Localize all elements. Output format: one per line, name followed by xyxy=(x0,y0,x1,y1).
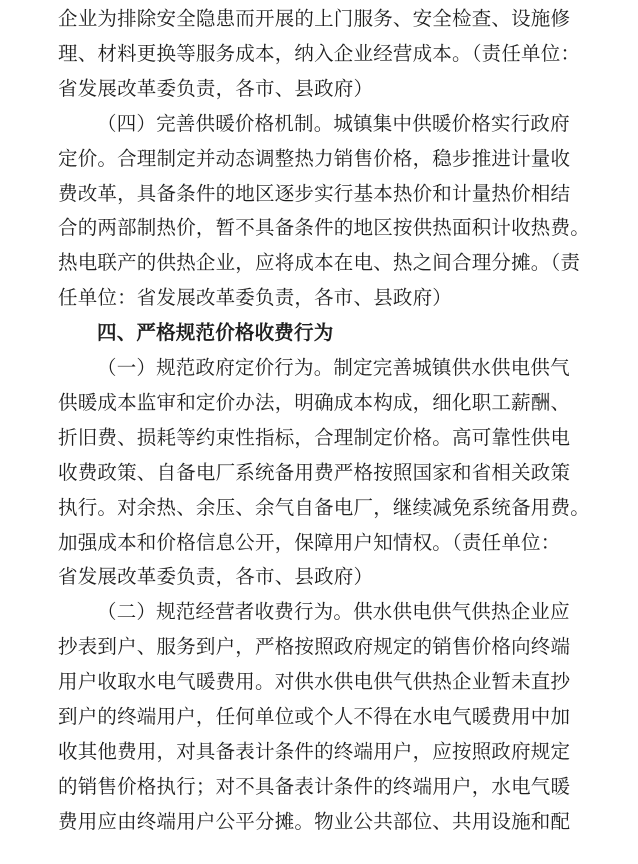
body-text-line: 省发展改革委负责，各市、县政府） xyxy=(58,76,374,100)
body-text-line: 的销售价格执行；对不具备表计条件的终端用户，水电气暖 xyxy=(58,774,571,798)
body-text-line: 企业为排除安全隐患而开展的上门服务、安全检查、设施修 xyxy=(58,7,571,30)
body-text-line: 执行。对余热、余压、余气自备电厂，继续减免系统备用费。 xyxy=(58,495,590,519)
body-text-line: （四）完善供暖价格机制。城镇集中供暖价格实行政府 xyxy=(97,111,570,135)
body-text-line: 合的两部制热价，暂不具备条件的地区按供热面积计收热费。 xyxy=(58,216,590,240)
body-text-line: 加强成本和价格信息公开，保障用户知情权。（责任单位： xyxy=(58,530,561,554)
body-text-line: 定价。合理制定并动态调整热力销售价格，稳步推进计量收 xyxy=(58,146,571,170)
body-text-line: 收费政策、自备电厂系统备用费严格按照国家和省相关政策 xyxy=(58,460,571,484)
body-text-line: 费改革，具备条件的地区逐步实行基本热价和计量热价相结 xyxy=(58,181,571,205)
body-text-line: 到户的终端用户，任何单位或个人不得在水电气暖费用中加 xyxy=(58,705,571,728)
body-text-line: 任单位：省发展改革委负责，各市、县政府） xyxy=(58,286,453,310)
body-text-line: 用户收取水电气暖费用。对供水供电供气供热企业暂未直抄 xyxy=(58,670,571,694)
body-text-line: 理、材料更换等服务成本，纳入企业经营成本。（责任单位： xyxy=(58,41,581,65)
body-text-line: （二）规范经营者收费行为。供水供电供气供热企业应 xyxy=(97,600,570,624)
section-heading: 四、严格规范价格收费行为 xyxy=(97,321,334,345)
body-text-line: 省发展改革委负责，各市、县政府） xyxy=(58,565,374,589)
body-text-line: （一）规范政府定价行为。制定完善城镇供水供电供气 xyxy=(97,356,570,379)
body-text-line: 热电联产的供热企业，应将成本在电、热之间合理分摊。（责 xyxy=(58,251,581,275)
body-text-line: 折旧费、损耗等约束性指标，合理制定价格。高可靠性供电 xyxy=(58,425,571,449)
body-text-line: 收其他费用，对具备表计条件的终端用户，应按照政府规定 xyxy=(58,739,571,763)
body-text-line: 费用应由终端用户公平分摊。物业公共部位、共用设施和配 xyxy=(58,809,571,833)
body-text-line: 供暖成本监审和定价办法，明确成本构成，细化职工薪酬、 xyxy=(58,390,571,414)
body-text-line: 抄表到户、服务到户，严格按照政府规定的销售价格向终端 xyxy=(58,635,571,659)
